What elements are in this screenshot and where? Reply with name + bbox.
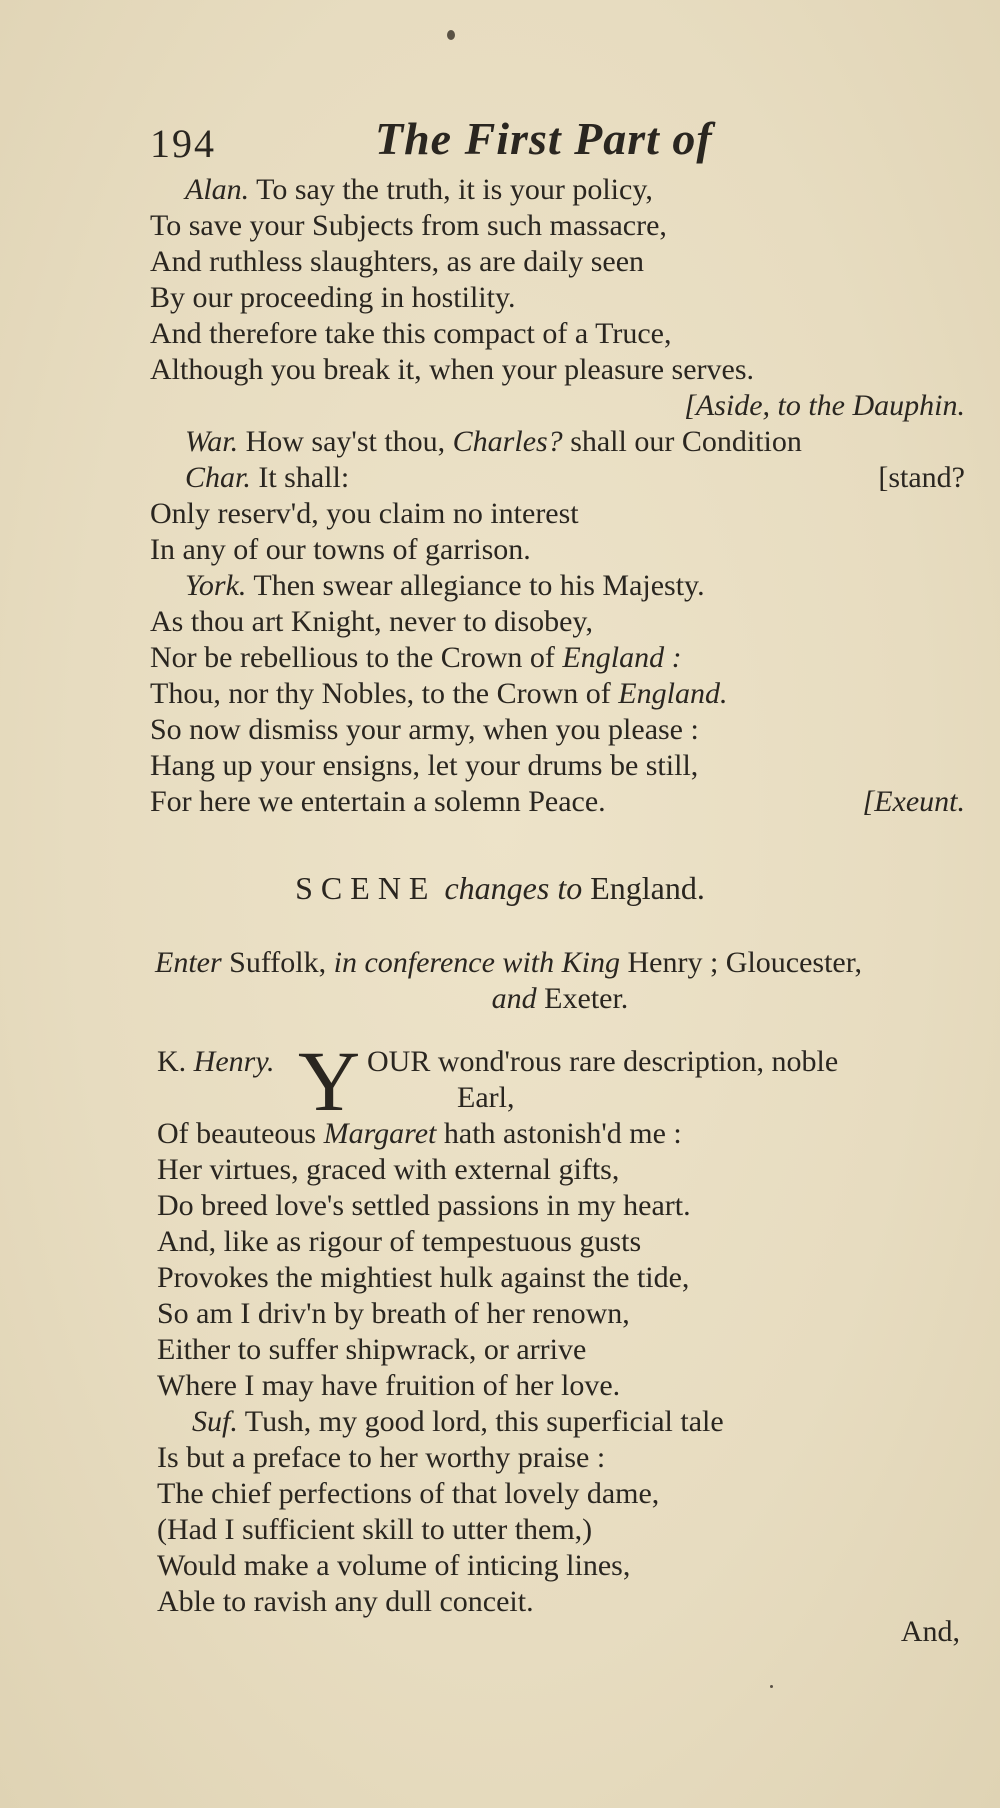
- text-line: Either to suffer shipwrack, or arrive: [157, 1333, 587, 1366]
- text-line: (Had I sufficient skill to utter them,): [157, 1513, 593, 1546]
- character-name: Suffolk,: [221, 946, 334, 979]
- catchword: And,: [900, 1615, 960, 1648]
- text-line: For here we entertain a solemn Peace.: [150, 785, 606, 818]
- text-line: Earl,: [457, 1081, 515, 1114]
- text-line: Is but a preface to her worthy praise :: [157, 1441, 606, 1474]
- stage-direction: [Exeunt.: [862, 785, 965, 818]
- line-text: shall our Condition: [562, 425, 802, 458]
- ink-speck: [770, 1685, 773, 1688]
- text-line: [185, 172, 653, 208]
- text-line: Her virtues, graced with external gifts,: [157, 1153, 620, 1186]
- scene-changes: changes to: [436, 870, 591, 906]
- entry-line-2: [155, 981, 965, 1017]
- speaker-name: War.: [185, 425, 239, 458]
- text-line: So now dismiss your army, when you please :: [150, 713, 699, 746]
- place-name: England.: [618, 677, 728, 710]
- text-line: [150, 676, 727, 712]
- line-text: Of beauteous: [157, 1117, 324, 1150]
- text-line: [185, 568, 705, 604]
- text-line: By our proceeding in hostility.: [150, 281, 516, 314]
- text-line: [157, 1044, 275, 1080]
- speaker-name: Henry.: [193, 1045, 275, 1078]
- speaker-prefix: K.: [157, 1045, 194, 1078]
- text-line: As thou art Knight, never to disobey,: [150, 605, 593, 638]
- speaker-name: Suf.: [192, 1405, 238, 1438]
- entry-word: Enter: [155, 946, 222, 979]
- text-line: The chief perfections of that lovely dame,: [157, 1477, 660, 1510]
- line-text: To say the truth, it is your policy,: [249, 173, 653, 206]
- entry-word: and: [491, 982, 537, 1015]
- text-line: Provokes the mightiest hulk against the tide,: [157, 1261, 690, 1294]
- text-line: To save your Subjects from such massacre,: [150, 209, 667, 242]
- line-text: It shall:: [250, 461, 350, 494]
- text-line: [157, 1116, 682, 1152]
- page-header: [150, 112, 850, 172]
- line-text: Then swear allegiance to his Majesty.: [246, 569, 705, 602]
- character-name: Margaret: [323, 1117, 437, 1150]
- text-line: And therefore take this compact of a Truce,: [150, 317, 672, 350]
- scene-heading: [0, 868, 1000, 908]
- text-line: Able to ravish any dull conceit.: [157, 1585, 534, 1618]
- line-text: Thou, nor thy Nobles, to the Crown of: [150, 677, 619, 710]
- text-line: [185, 460, 349, 496]
- line-text: hath astonish'd me :: [436, 1117, 682, 1150]
- scene-place: England.: [590, 870, 705, 906]
- place-name: England :: [562, 641, 682, 674]
- speaker-name: Charles?: [452, 425, 563, 458]
- speaker-name: York.: [185, 569, 247, 602]
- text-line: OUR wond'rous rare description, noble: [367, 1045, 839, 1078]
- text-line: [192, 1404, 724, 1440]
- turnover-text: [stand?: [878, 461, 965, 494]
- stage-direction: [Aside, to the Dauphin.: [684, 389, 965, 422]
- text-line: Only reserv'd, you claim no interest: [150, 497, 579, 530]
- text-line: [150, 640, 682, 676]
- text-line: So am I driv'n by breath of her renown,: [157, 1297, 630, 1330]
- text-line: Where I may have fruition of her love.: [157, 1369, 621, 1402]
- text-line: Do breed love's settled passions in my heart.: [157, 1189, 691, 1222]
- text-line: [185, 424, 802, 460]
- entry-line-1: [155, 945, 862, 981]
- drop-capital: Y: [298, 1033, 361, 1129]
- character-name: Henry ; Gloucester,: [619, 946, 863, 979]
- page-number: 194: [150, 121, 216, 166]
- running-head: The First Part of: [375, 113, 713, 164]
- line-text: Tush, my good lord, this superficial tale: [237, 1405, 724, 1438]
- text-line: In any of our towns of garrison.: [150, 533, 531, 566]
- text-line: Although you break it, when your pleasure serves.: [150, 353, 755, 386]
- text-line: And ruthless slaughters, as are daily seen: [150, 245, 645, 278]
- text-line: And, like as rigour of tempestuous gusts: [157, 1225, 642, 1258]
- ink-speck: [447, 30, 455, 40]
- character-name: Exeter.: [536, 982, 629, 1015]
- text-line: Hang up your ensigns, let your drums be still,: [150, 749, 699, 782]
- scene-word: SCENE: [295, 870, 437, 906]
- entry-phrase: in conference with King: [333, 946, 620, 979]
- speaker-name: Alan.: [185, 173, 250, 206]
- line-text: Nor be rebellious to the Crown of: [150, 641, 563, 674]
- line-text: How say'st thou,: [238, 425, 453, 458]
- speaker-name: Char.: [185, 461, 251, 494]
- text-line: Would make a volume of inticing lines,: [157, 1549, 631, 1582]
